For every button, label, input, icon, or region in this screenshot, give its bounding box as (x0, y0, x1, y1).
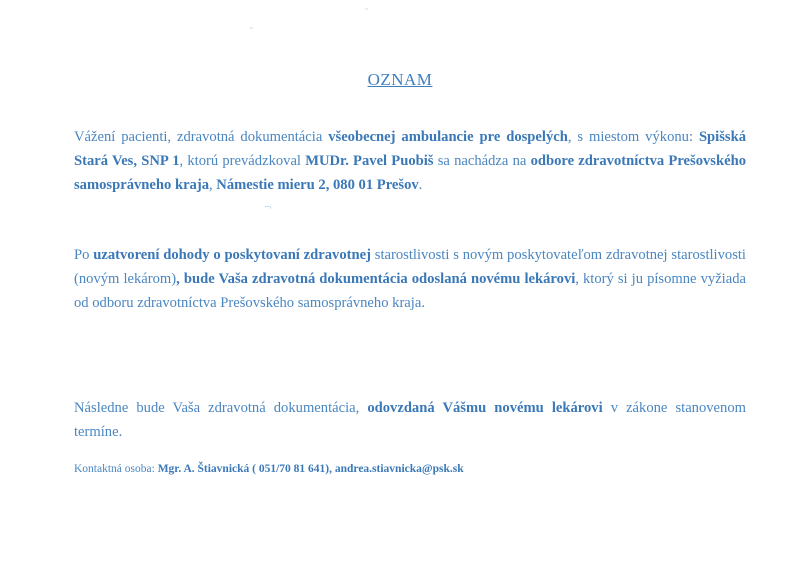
contact-line (74, 460, 746, 478)
paragraph-handover (74, 396, 746, 444)
bold-run: odovzdaná Vášmu novému lekárovi (367, 400, 603, 416)
paragraph-transfer-conditions (74, 243, 746, 316)
bold-run: Námestie mieru 2, 080 01 Prešov (216, 177, 419, 194)
text-run: Vážení pacienti, zdravotná dokumentácia (74, 129, 329, 145)
text-run: starostlivosti s novým poskytovateľom zdravotnej starostlivosti (novým lekárom) (74, 247, 746, 288)
text-run: , ktorú prevádzkoval (179, 153, 306, 170)
bold-run: Spišská Stará Ves, SNP 1 (74, 129, 746, 170)
paragraph-records-location (74, 125, 746, 198)
scan-speck (365, 8, 368, 10)
text-run: , (209, 177, 217, 194)
bold-run: , bude Vaša zdravotná dokumentácia odoslaná novému lekárovi (176, 271, 576, 288)
stray-mark: ¯' (265, 205, 272, 215)
text-run: sa nachádza na (433, 153, 531, 170)
bold-run: uzatvorení dohody o poskytovaní zdravotnej (93, 247, 371, 263)
scan-speck (250, 27, 253, 29)
contact-value: Mgr. A. Štiavnická ( 051/70 81 641), andrea.stiavnicka@psk.sk (157, 463, 464, 475)
bold-run: odbore zdravotníctva Prešovského samosprávneho kraja (74, 153, 746, 194)
text-run: v zákone stanovenom termíne. (74, 400, 746, 441)
contact-label: Kontaktná osoba: (74, 463, 158, 475)
bold-run: MUDr. Pavel Puobiš (305, 153, 434, 170)
text-run: . (418, 177, 423, 194)
text-run: , ktorý si ju písomne vyžiada od odboru zdravotníctva Prešovského samosprávneho kraja. (74, 271, 746, 312)
bold-run: všeobecnej ambulancie pre dospelých (328, 129, 568, 145)
notice-title: OZNAM (367, 70, 433, 89)
text-run: Po (74, 247, 94, 263)
text-run: , s miestom výkonu: (567, 129, 699, 145)
text-run: Následne bude Vaša zdravotná dokumentácia, (74, 400, 368, 416)
